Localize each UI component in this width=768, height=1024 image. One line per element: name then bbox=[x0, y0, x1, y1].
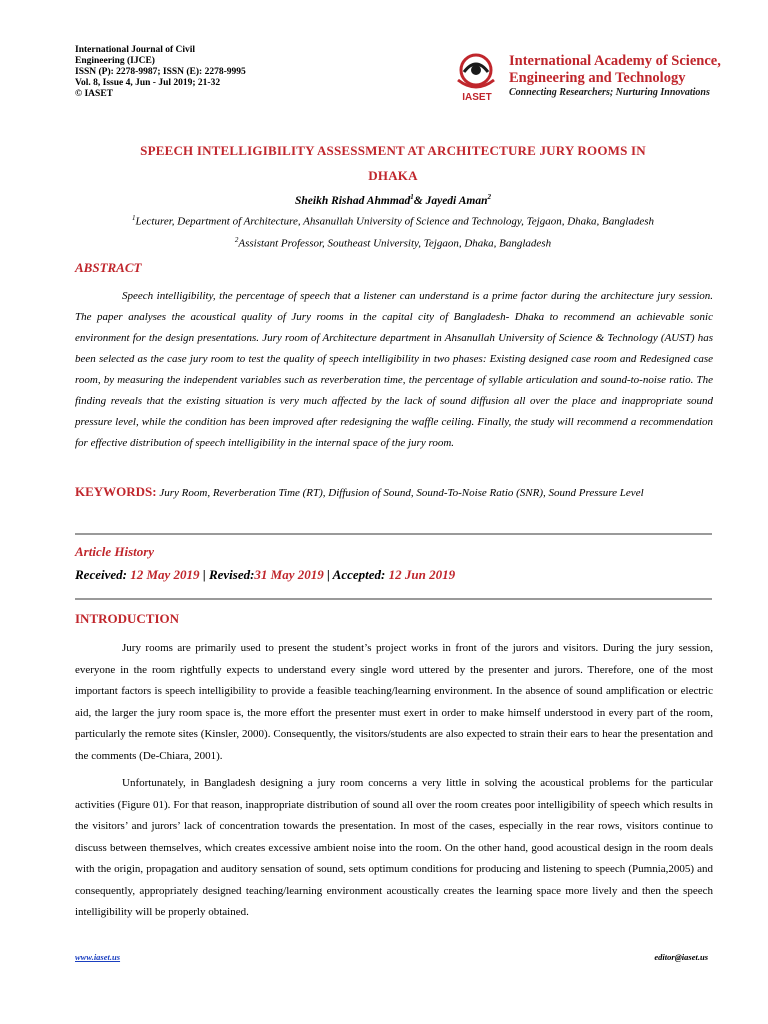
footer-website-link[interactable]: www.iaset.us bbox=[75, 952, 121, 962]
accepted-date: 12 Jun 2019 bbox=[388, 567, 456, 582]
logo-title-line1: International Academy of Science, bbox=[509, 53, 721, 69]
article-history-heading: Article History bbox=[75, 544, 155, 559]
affiliation-2-text: Assistant Professor, Southeast University, Tejgaon, Dhaka, Bangladesh bbox=[238, 237, 552, 250]
introduction-paragraph-2: Unfortunately, in Bangladesh designing a jury room concerns a very little in solving the acoustical problems for the particular activities (Figure 01). For that reason, inappropriate distribution of sound all over the room creates poor intelligibility of speech which results in the visitors’ and jurors’ lack of concentration towards the presentation. In most of the cases, especially in the rear rows, visitors continue to discuss between themselves, which creates excessive ambient noise into the room. On the other hand, good acoustical design in the room deals with the origin, propagation and auditory sensation of sound, sets optimum conditions for producing and listening to speech (Pumnia,2005) and consequently, appropriately designed teaching/learning environment acoustically creates the learning space more lively and then the speech intelligibility will be properly obtained. bbox=[75, 777, 713, 918]
keywords-text: Jury Room, Reverberation Time (RT), Diffusion of Sound, Sound-To-Noise Ratio (SNR), Sound Pressure Level bbox=[159, 487, 644, 499]
logo-tagline: Connecting Researchers; Nurturing Innovations bbox=[509, 87, 710, 98]
author-1: Sheikh Rishad Ahmmad bbox=[295, 194, 411, 207]
introduction-paragraph-1: Jury rooms are primarily used to present the student’s project works in front of the jurors and visitors. During the jury session, everyone in the room rightfully expects to understand every single word uttered by the presenter and jurors. Therefore, one of the most important factors is speech intelligibility to provide a feasible teaching/learning environment. In the absence of sound amplification or electric aid, the larger the jury room space is, the more effort the presenter must exert in order to make himself understood in every part of the room, particularly the remote sites (Kinsler, 2000). Consequently, the visitors/students are also expected to strain their ears to hear the presentation and the comments (De-Chiara, 2001). bbox=[75, 642, 713, 762]
logo-title-line2: Engineering and Technology bbox=[509, 70, 686, 86]
received-label: Received: bbox=[75, 567, 127, 582]
paper-title-line1: SPEECH INTELLIGIBILITY ASSESSMENT AT ARCHITECTURE JURY ROOMS IN bbox=[140, 143, 646, 158]
affiliation-1 bbox=[75, 214, 711, 228]
affiliation-2 bbox=[75, 236, 711, 250]
abstract-heading: ABSTRACT bbox=[75, 260, 142, 275]
affiliation-2-sup: 2 bbox=[234, 236, 239, 244]
author-2-sup: 2 bbox=[487, 193, 491, 201]
iaset-emblem-icon bbox=[452, 50, 502, 102]
journal-info bbox=[75, 45, 305, 100]
journal-copyright: © IASET bbox=[75, 89, 113, 99]
journal-issn: ISSN (P): 2278-9987; ISSN (E): 2278-9995 bbox=[75, 67, 246, 77]
journal-name-line2: Engineering (IJCE) bbox=[75, 56, 155, 66]
iaset-logo bbox=[452, 50, 721, 102]
affiliation-1-text: Lecturer, Department of Architecture, Ahsanullah University of Science and Technology, Tejgaon, Dhaka, Bangladesh bbox=[135, 215, 654, 228]
abstract-text: Speech intelligibility, the percentage of speech that a listener can understand is a prime factor during the architecture jury session. The paper analyses the acoustical quality of Jury rooms in the capital city of Bangladesh- Dhaka to recommend an achievable sonic environment for the design presentations. Jury room of Architecture department in Ahsanullah University of Science & Technology (AUST) has been selected as the case jury room to test the quality of speech intelligibility in two phases: Existing designed case room and Redesigned case room, by measuring the independent variables such as reverberation time, the percentage of syllable articulation and sound-to-noise ratio. The finding reveals that the existing situation is very much affected by the lack of sound diffusion all over the place and inappropriate sound pressure level, while the condition has been improved after redesigning the waffle ceiling. Finally, the study will recommend a recommendation for effective distribution of speech intelligibility in the internal space of the jury room. bbox=[75, 290, 713, 449]
affiliation-1-sup: 1 bbox=[132, 214, 136, 222]
paper-title bbox=[75, 138, 711, 188]
keywords-label: KEYWORDS: bbox=[75, 484, 157, 499]
revised-label: Revised: bbox=[208, 567, 255, 582]
revised-date: 31 May 2019 bbox=[254, 567, 324, 582]
paper-title-line2: DHAKA bbox=[368, 168, 418, 183]
divider-bottom bbox=[75, 598, 712, 600]
journal-volume: Vol. 8, Issue 4, Jun - Jul 2019; 21-32 bbox=[75, 78, 221, 88]
emblem-text: IASET bbox=[462, 92, 492, 102]
footer-email: editor@iaset.us bbox=[654, 952, 708, 962]
received-date: 12 May 2019 bbox=[130, 567, 200, 582]
keywords bbox=[75, 486, 715, 499]
author-2: & Jayedi Aman bbox=[413, 194, 488, 207]
author-1-sup: 1 bbox=[410, 193, 414, 201]
accepted-label: Accepted: bbox=[332, 567, 386, 582]
divider-top bbox=[75, 533, 712, 535]
journal-name-line1: International Journal of Civil bbox=[75, 45, 196, 55]
history-separator-2: | bbox=[323, 567, 333, 582]
history-separator-1: | bbox=[199, 567, 209, 582]
introduction-heading: INTRODUCTION bbox=[75, 611, 180, 626]
authors bbox=[75, 193, 711, 207]
article-history-dates bbox=[75, 567, 455, 583]
